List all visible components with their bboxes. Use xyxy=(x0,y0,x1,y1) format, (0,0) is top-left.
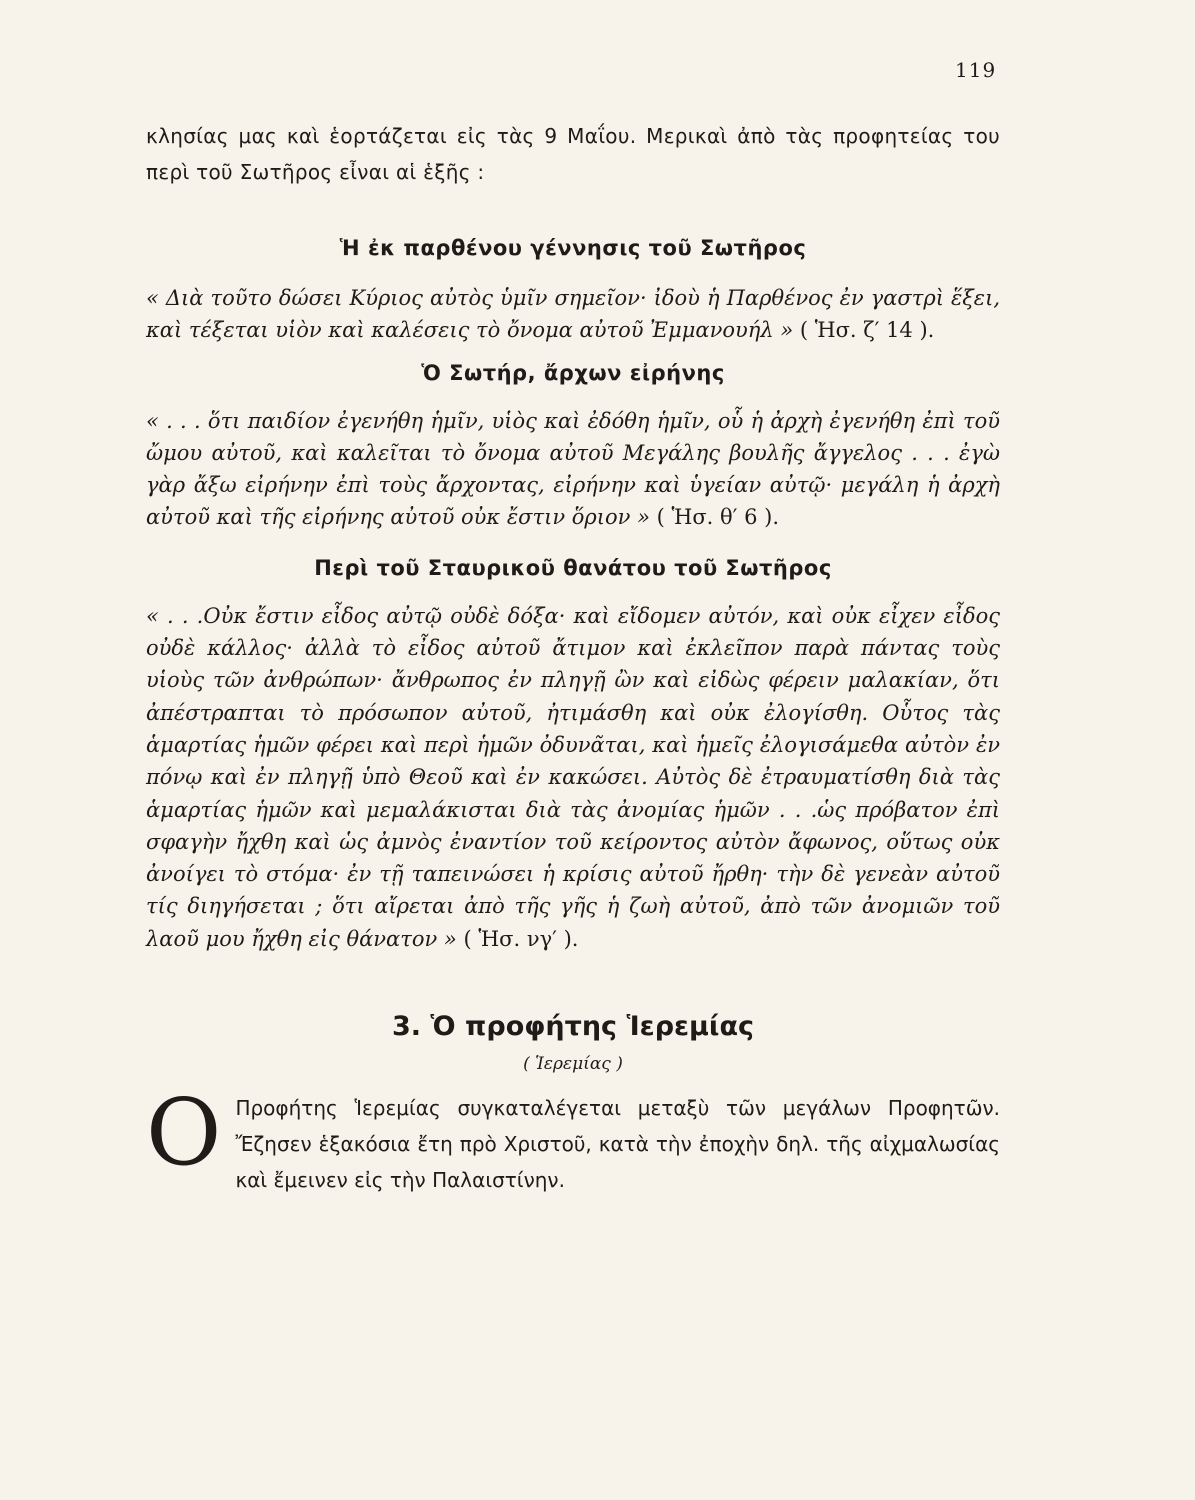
quote-virgin-birth xyxy=(146,282,1000,347)
chapter-heading: 3. Ὁ προφήτης Ἱερεμίας xyxy=(391,1011,754,1043)
quote-text: « Διὰ τοῦτο δώσει Κύριος αὐτὸς ὑμῖν σημεῖον· ἰδοὺ ἡ Παρθένος ἐν γαστρὶ ἕξει, καὶ τέξεται υἱὸν καὶ καλέσεις τὸ ὄνομα αὐτοῦ Ἐμμανουήλ » xyxy=(146,286,1000,343)
chapter-body-paragraph xyxy=(146,1079,1000,1198)
intro-paragraph: κλησίας μας καὶ ἑορτάζεται εἰς τὰς 9 Μαΐου. Μερικαὶ ἀπὸ τὰς προφητείας του περὶ τοῦ Σωτῆρος εἶναι αἱ ἑξῆς : xyxy=(146,124,1000,184)
drop-cap: Ο xyxy=(146,1079,222,1187)
quote-reference: ( Ἡσ. νγ′ ). xyxy=(463,926,579,951)
chapter-subtitle: ( Ἱερεμίας ) xyxy=(523,1054,623,1075)
chapter-body-text: Προφήτης Ἱερεμίας συγκαταλέγεται μεταξὺ τῶν μεγάλων Προφητῶν. Ἔζησεν ἑξακόσια ἔτη πρὸ Χριστοῦ, κατὰ τὴν ἐποχὴν δηλ. τῆς αἰχμαλωσίας καὶ ἔμεινεν εἰς τὴν Παλαιστίνην. xyxy=(235,1096,1000,1193)
page-number: 119 xyxy=(955,58,997,82)
section-heading-virgin-birth: Ἡ ἐκ παρθένου γέννησις τοῦ Σωτῆρος xyxy=(339,236,807,260)
quote-text: « . . . ὅτι παιδίον ἐγενήθη ἡμῖν, υἱὸς καὶ ἐδόθη ἡμῖν, οὗ ἡ ἀρχὴ ἐγενήθη ἐπὶ τοῦ ὤμου αὐτοῦ, καὶ καλεῖται τὸ ὄνομα αὐτοῦ Μεγάλης βουλῆς ἄγγελος . . . ἐγὼ γὰρ ἄξω εἰρήνην ἐπὶ τοὺς ἄρχοντας, εἰρήνην καὶ ὑγείαν αὐτῷ· μεγάλη ἡ ἀρχὴ αὐτοῦ καὶ τῆς εἰρήνης αὐτοῦ οὐκ ἔστιν ὅριον » xyxy=(146,408,1000,530)
quote-reference: ( Ἡσ. ζ′ 14 ). xyxy=(799,318,935,343)
quote-text: « . . .Οὐκ ἔστιν εἶδος αὐτῷ οὐδὲ δόξα· καὶ εἴδομεν αὐτόν, καὶ οὐκ εἶχεν εἶδος οὐδὲ κάλλος· ἀλλὰ τὸ εἶδος αὐτοῦ ἄτιμον καὶ ἐκλεῖπον παρὰ πάντας τοὺς υἱοὺς τῶν ἀνθρώπων· ἄνθρωπος ἐν πληγῇ ὢν καὶ εἰδὼς φέρειν μαλακίαν, ὅτι ἀπέστραπται τὸ πρόσωπον αὐτοῦ, ἠτιμάσθη καὶ οὐκ ἐλογίσθη. Οὗτος τὰς ἁμαρτίας ἡμῶν φέρει καὶ περὶ ἡμῶν ὀδυνᾶται, καὶ ἡμεῖς ἐλογισάμεθα αὐτὸν ἐν πόνῳ καὶ ἐν πληγῇ ὑπὸ Θεοῦ καὶ ἐν κακώσει. Αὐτὸς δὲ ἐτραυματίσθη διὰ τὰς ἁμαρτίας ἡμῶν καὶ μεμαλάκισται διὰ τὰς ἀνομίας ἡμῶν . . .ὡς πρόβατον ἐπὶ σφαγὴν ἤχθη καὶ ὡς ἀμνὸς ἐναντίον τοῦ κείροντος αὐτὸν ἄφωνος, οὕτως οὐκ ἀνοίγει τὸ στόμα· ἐν τῇ ταπεινώσει ἡ κρίσις αὐτοῦ ἤρθη· τὴν δὲ γενεὰν αὐτοῦ τίς διηγήσεται ; ὅτι αἴρεται ἀπὸ τῆς γῆς ἡ ζωὴ αὐτοῦ, ἀπὸ τῶν ἀνομιῶν τοῦ λαοῦ μου ἤχθη εἰς θάνατον » xyxy=(146,603,1000,951)
section-heading-crucifixion: Περὶ τοῦ Σταυρικοῦ θανάτου τοῦ Σωτῆρος xyxy=(314,555,832,580)
quote-reference: ( Ἡσ. θ′ 6 ). xyxy=(656,505,779,530)
section-heading-prince-of-peace: Ὁ Σωτήρ, ἄρχων εἰρήνης xyxy=(421,360,725,385)
quote-prince-of-peace xyxy=(146,405,1000,534)
quote-crucifixion xyxy=(146,600,1000,955)
page-content xyxy=(146,118,1000,1198)
